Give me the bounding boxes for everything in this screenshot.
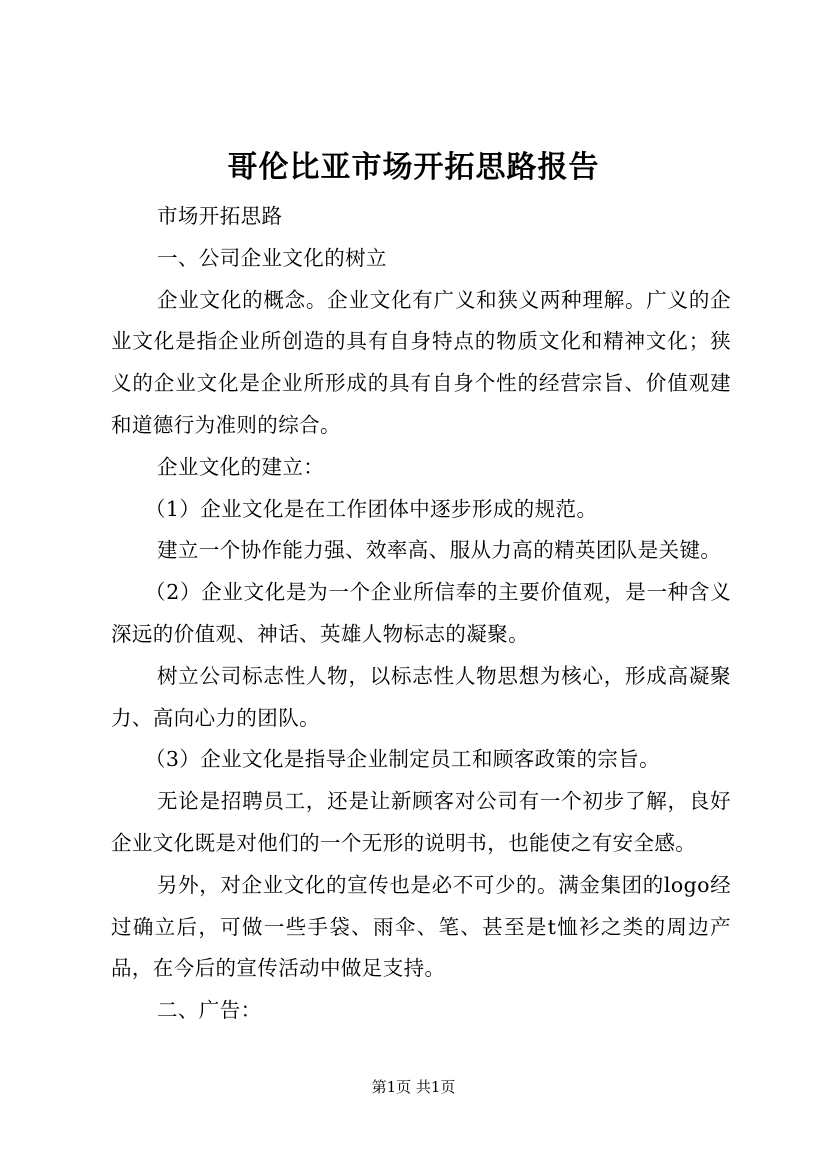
page-footer: 第1页 共1页 bbox=[371, 1078, 456, 1096]
paragraph-point-2: （2）企业文化是为一个企业所信奉的主要价值观，是一种含义深远的价值观、神话、英雄人物标志的凝聚。 bbox=[111, 580, 731, 646]
paragraph-point-3: （3）企业文化是指导企业制定员工和顾客政策的宗旨。 bbox=[145, 747, 661, 772]
paragraph-promotion: 另外，对企业文化的宣传也是必不可少的。满金集团的logo经过确立后，可做一些手袋、雨伞、笔、甚至是t恤衫之类的周边产品，在今后的宣传活动中做足支持。 bbox=[111, 872, 731, 981]
paragraph-team: 建立一个协作能力强、效率高、服从力高的精英团队是关键。 bbox=[157, 538, 722, 563]
paragraph-recruit: 无论是招聘员工，还是让新顾客对公司有一个初步了解，良好企业文化既是对他们的一个无形的说明书，也能使之有安全感。 bbox=[111, 789, 731, 855]
paragraph-point-1: （1）企业文化是在工作团体中逐步形成的规范。 bbox=[145, 496, 598, 521]
paragraph-figure: 树立公司标志性人物，以标志性人物思想为核心，形成高凝聚力、高向心力的团队。 bbox=[111, 663, 731, 730]
section-heading-1: 一、公司企业文化的树立 bbox=[157, 245, 387, 270]
paragraph-subtitle: 市场开拓思路 bbox=[157, 204, 283, 228]
paragraph-establish: 企业文化的建立： bbox=[157, 454, 325, 479]
document-title: 哥伦比亚市场开拓思路报告 bbox=[227, 150, 600, 185]
section-heading-2: 二、广告： bbox=[157, 998, 262, 1023]
document-body bbox=[111, 196, 731, 1032]
paragraph-concept: 企业文化的概念。企业文化有广义和狭义两种理解。广义的企业文化是指企业所创造的具有自身特点的物质文化和精神文化；狭义的企业文化是企业所形成的具有自身个性的经营宗旨、价值观建和道德行为准则的综合。 bbox=[111, 287, 731, 437]
